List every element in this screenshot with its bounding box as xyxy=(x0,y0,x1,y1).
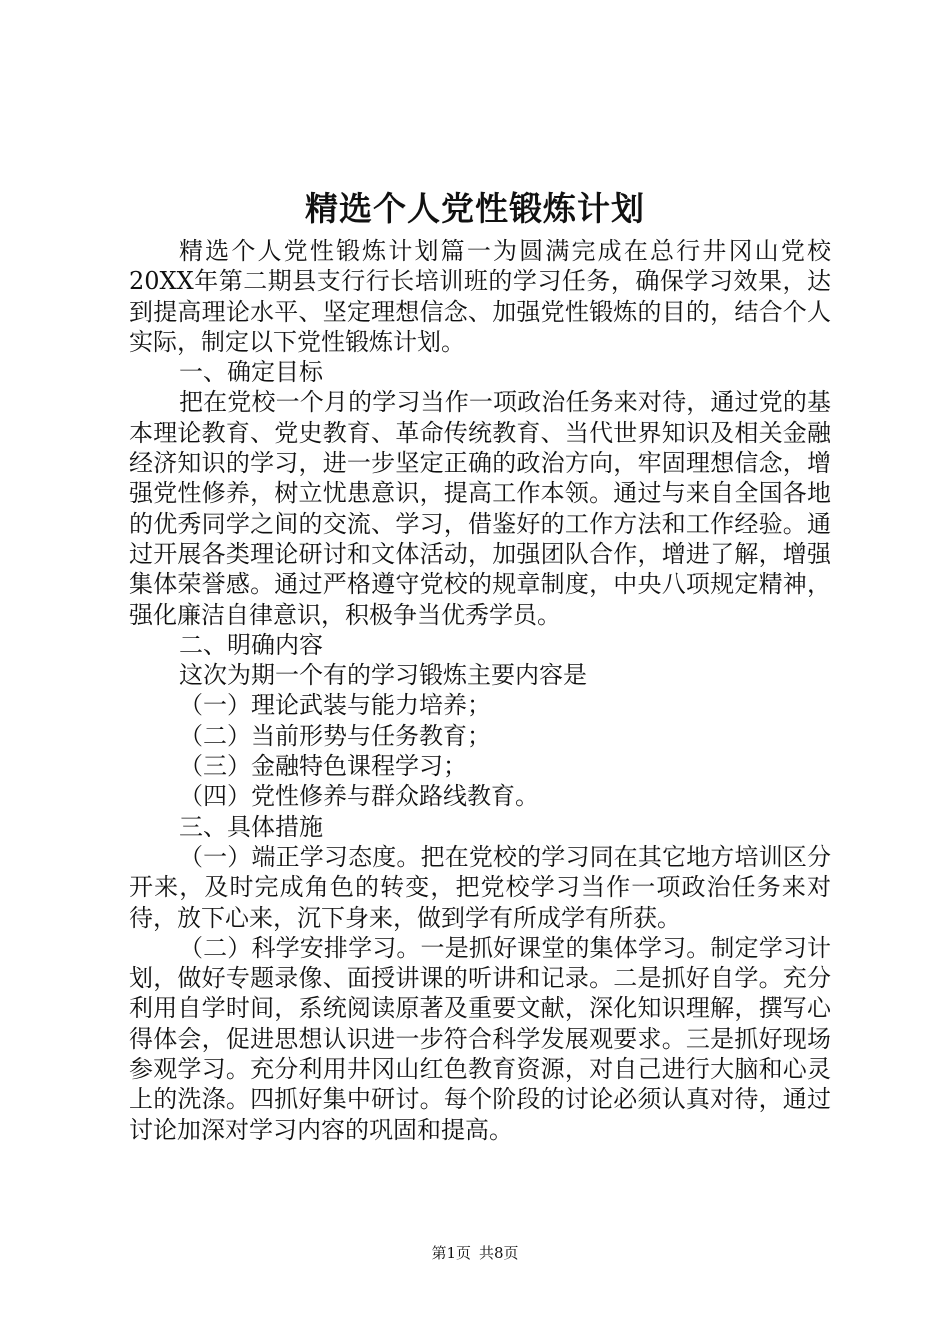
measure-paragraph: （二）科学安排学习。一是抓好课堂的集体学习。制定学习计划，做好专题录像、面授讲课的听讲和记录。二是抓好自学。充分利用自学时间，系统阅读原著及重要文献，深化知识理解，撰写心得体会，促进思想认识进一步符合科学发展观要求。三是抓好现场参观学习。充分利用井冈山红色教育资源，对自己进行大脑和心灵上的洗涤。四抓好集中研讨。每个阶段的讨论必须认真对待，通过讨论加深对学习内容的巩固和提高。 xyxy=(129,933,831,1144)
document-title: 精选个人党性锻炼计划 xyxy=(305,189,645,228)
content-item: （四）党性修养与群众路线教育。 xyxy=(179,782,539,811)
content-intro: 这次为期一个有的学习锻炼主要内容是 xyxy=(179,661,587,690)
section-heading-content: 二、明确内容 xyxy=(179,630,323,659)
document-body xyxy=(129,236,831,1145)
page-number: 第1页 xyxy=(431,1244,471,1262)
goals-paragraph: 把在党校一个月的学习当作一项政治任务来对待，通过党的基本理论教育、党史教育、革命传统教育、当代世界知识及相关金融经济知识的学习，进一步坚定正确的政治方向，牢固理想信念，增强党性修养，树立忧患意识，提高工作本领。通过与来自全国各地的优秀同学之间的交流、学习，借鉴好的工作方法和工作经验。通过开展各类理论研讨和文体活动，加强团队合作，增进了解，增强集体荣誉感。通过严格遵守党校的规章制度，中央八项规定精神，强化廉洁自律意识，积极争当优秀学员。 xyxy=(129,388,831,629)
content-item: （一）理论武装与能力培养； xyxy=(179,691,491,720)
page-footer xyxy=(0,1243,950,1263)
section-heading-goals: 一、确定目标 xyxy=(179,358,323,387)
page-total: 共8页 xyxy=(479,1244,519,1262)
content-item: （三）金融特色课程学习； xyxy=(179,752,467,781)
intro-paragraph: 精选个人党性锻炼计划篇一为圆满完成在总行井冈山党校20XX年第二期县支行行长培训班的学习任务，确保学习效果，达到提高理论水平、坚定理想信念、加强党性锻炼的目的，结合个人实际，制定以下党性锻炼计划。 xyxy=(129,237,831,356)
measure-paragraph: （一）端正学习态度。把在党校的学习同在其它地方培训区分开来，及时完成角色的转变，把党校学习当作一项政治任务来对待，放下心来，沉下身来，做到学有所成学有所获。 xyxy=(129,842,831,932)
section-heading-measures: 三、具体措施 xyxy=(179,812,323,841)
content-item: （二）当前形势与任务教育； xyxy=(179,721,491,750)
